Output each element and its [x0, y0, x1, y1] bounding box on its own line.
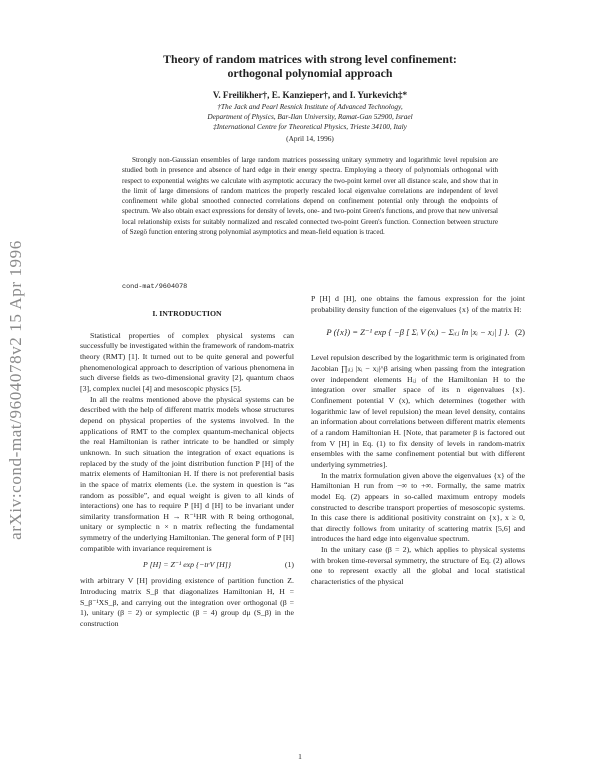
equation-2-body: P ({x}) = Z⁻¹ exp { −β [ Σᵢ V (xᵢ) − Σᵢ₍ⱼ ln |xᵢ − xⱼ| ] }. [326, 327, 510, 338]
paragraph-2: In all the realms mentioned above the physical systems can be described with the help of different matrix models whose structures depend on physical properties of the systems involved. In the applications of RMT to the complex quantum-mechanical objects the real Hamiltonian is rather intricate to be handled or simply unknown. In such situation the integration of exact equations is replaced by the study of the joint distribution function P [H] of the matrix elements of Hamiltonian H. If there is not preferential basis in the space of matrix elements (i.e. the system in question is “as random as possible”, and equal weight is given to all kinds of interactions) one has to require P [H] d [H] to be invariant under similarity transformation H → R⁻¹HR with R being orthogonal, unitary or symplectic n × n matrix reflecting the fundamental symmetry of the underlying Hamiltonian. The general form of P [H] compatible with invariance requirement is [80, 394, 294, 553]
paragraph-4-continued: P [H] d [H], one obtains the famous expression for the joint probability density function of the eigenvalues {x} of the matrix H: [311, 294, 525, 314]
paragraph-3: with arbitrary V [H] providing existence of partition function Z. Introducing matrix S_β that diagonalizes Hamiltonian H, H = S_β⁻¹XS_β, and carrying out the integration over orthogonal (β = 1), unitary (β = 2) or symplectic (β = 4) group dμ (S_β) in the construction [80, 576, 294, 629]
paragraph-1: Statistical properties of complex physical systems can successfully be investigated within the framework of random-matrix theory (RMT) [1]. It turned out to be quite general and powerful phenomenological approach to description of various phenomena in such diverse fields as two-dimensional gravity [2], quantum chaos [3], complex nuclei [4] and mesoscopic physics [5]. [80, 330, 294, 393]
affiliation-line-1: †The Jack and Pearl Resnick Institute of Advanced Technology, [217, 102, 403, 111]
title-line-1: Theory of random matrices with strong level confinement: [163, 52, 457, 66]
paragraph-6: In the matrix formulation given above the eigenvalues {x} of the Hamiltonian H run from −∞ to +∞. Formally, the same matrix model Eq. (2) appears in so-called maximum entropy models constructed to describe transport properties of mesoscopic systems. In this case there is additional positivity constraint on {x}, x ≥ 0, that directly follows from unitarity of scattering matrix [5,6] and introduces the hard edge into eigenvalue spectrum. [311, 470, 525, 544]
paragraph-5: Level repulsion described by the logarithmic term is originated from Jacobian ∏ᵢ₍ⱼ |xᵢ − xⱼ|^β arising when passing from the integration over independent elements Hᵢⱼ of the Hamiltonian H to the integration over smaller space of its n eigenvalues {x}. Confinement potential V (x), which determines (together with logarithmic law of level repulsion) the mean level density, contains an information about correlations between different matrix elements of a random Hamiltonian H. [Note, that parameter β is factored out from V [H] in Eq. (1) to fix density of levels in random-matrix ensembles with the same confinement potential but with different underlying symmetries]. [311, 353, 525, 469]
arxiv-sidebar [4, 200, 28, 580]
equation-1 [80, 559, 294, 571]
left-column [80, 309, 294, 630]
equation-2-number: (2) [514, 327, 525, 338]
paper-date: (April 14, 1996) [286, 134, 334, 143]
equation-1-body: P [H] = Z⁻¹ exp {−trV [H]} [143, 560, 231, 570]
abstract: Strongly non-Gaussian ensembles of large random matrices possessing unitary symmetry and logarithmic level repulsion are studied both in presence and absence of hard edge in their energy spectra. Employing a theory of polynomials orthogonal with respect to exponential weights we calculate with asymptotic accuracy the two-point kernel over all distance scale, and show that in the limit of large dimensions of random matrices the properly rescaled local eigenvalue correlations are independent of level confinement while global smoothed connected correlations depend on confinement potential only through the endpoints of spectrum. We also obtain exact expressions for density of levels, one- and two-point Green's functions, and prove that new universal local relationship exists for suitably normalized and rescaled connected two-point Green's function. Connection between structure of Szegö function entering strong polynomial asymptotics and mean-field equation is traced. [122, 156, 498, 237]
right-column [311, 294, 525, 588]
section-heading: I. INTRODUCTION [152, 309, 222, 318]
title-line-2: orthogonal polynomial approach [227, 66, 393, 80]
author-list: V. Freilikher†, E. Kanzieper†, and I. Yurkevich‡* [212, 90, 408, 100]
affiliation-line-3: ‡International Centre for Theoretical Physics, Trieste 34100, Italy [213, 121, 407, 131]
equation-1-number: (1) [284, 560, 294, 570]
arxiv-stamp: arXiv:cond-mat/9604078v2 15 Apr 1996 [6, 240, 25, 540]
affiliation-line-2: Department of Physics, Bar-Ilan University, Ramat-Gan 52900, Israel [207, 111, 413, 121]
arxiv-identifier: cond-mat/9604078 [122, 283, 188, 291]
paragraph-7: In the unitary case (β = 2), which applies to physical systems with broken time-reversal symmetry, the structure of Eq. (2) allows one to represent exactly all the global and local statistical characteristics of the physical [311, 545, 525, 587]
affiliations [100, 102, 520, 131]
equation-2 [311, 325, 525, 339]
page-number: 1 [298, 752, 302, 761]
paper-title [100, 52, 520, 80]
